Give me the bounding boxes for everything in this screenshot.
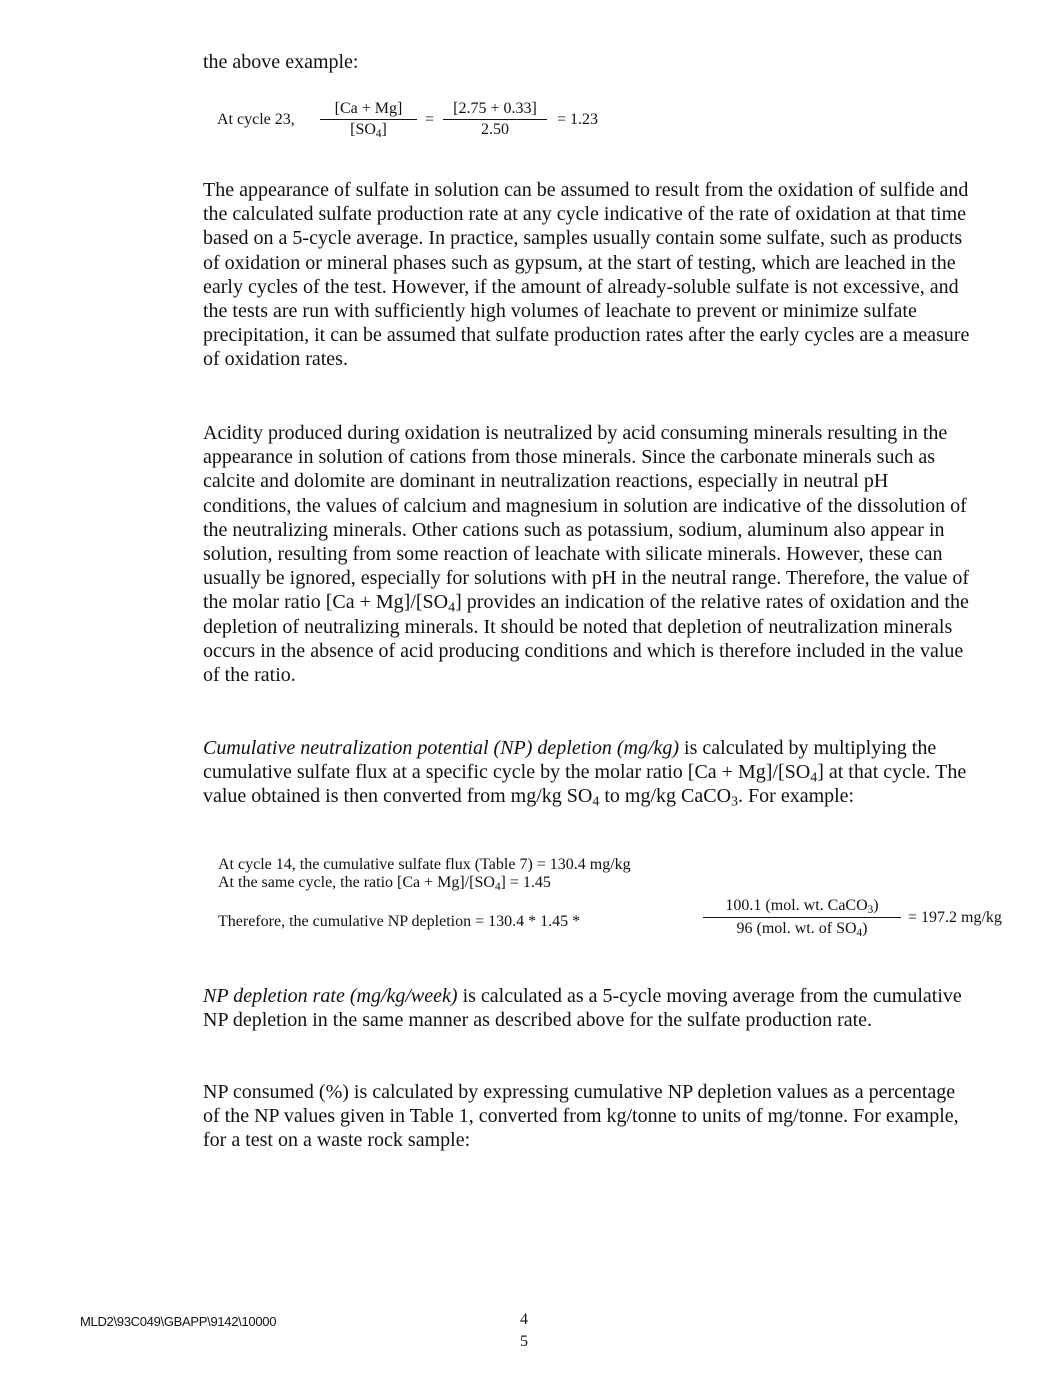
fraction-numerator: [Ca + Mg] <box>320 100 417 120</box>
fraction-denominator: 2.50 <box>481 121 509 138</box>
fraction-molecular-weights <box>703 896 901 939</box>
paragraph-np-depletion-rate: NP depletion rate (mg/kg/week) is calculated as a 5-cycle moving average from the cumulative NP depletion in the same manner as described above for the sulfate production rate. <box>203 985 962 1032</box>
fraction-numerator: 100.1 (mol. wt. CaCO$_3$) <box>703 896 901 918</box>
paragraph-acidity-neutralization: Acidity produced during oxidation is neutralized by acid consuming minerals resulting in the appearance in solution of cations from those minerals. Since the carbonate minerals such as calcite and dolomite are dominant in neutralization reactions, especially in neutral pH conditions, the values of calcium and magnesium in solution are indicative of the dissolution of the neutralizing minerals. Other cations such as potassium, sodium, aluminum also appear in solution, resulting from some reaction of leachate with silicate minerals. However, these can usually be ignored, especially for solutions with pH in the neutral range. Therefore, the value of the molar ratio $[Ca + Mg]/[SO_4]$ provides an indication of the relative rates of oxidation and the depletion of neutralizing minerals. It should be noted that depletion of neutralization minerals occurs in the absence of acid producing conditions and which is therefore included in the value of the ratio. <box>203 422 970 687</box>
example-line-flux: At cycle 14, the cumulative sulfate flux (Table 7) = 130.4 mg/kg <box>218 856 631 873</box>
example-line-ratio: At the same cycle, the ratio $[Ca + Mg]/[SO_4] = 1.45$ <box>218 874 551 893</box>
term-cumulative-np-depletion: Cumulative neutralization potential (NP) depletion (mg/kg) <box>203 737 680 759</box>
paragraph-cumulative-np-depletion: Cumulative neutralization potential (NP) depletion (mg/kg) is calculated by multiplying the cumulative sulfate flux at a specific cycle by the molar ratio $[Ca + Mg]/[SO_4]$ at that cycle. The value obtained is then converted from mg/kg $SO_4$ to mg/kg CaCO$_3$. For example: <box>203 737 967 810</box>
paragraph-sulfate-oxidation: The appearance of sulfate in solution can be assumed to result from the oxidation of sulfide and the calculated sulfate production rate at any cycle indicative of the rate of oxidation at that time based on a 5-cycle average. In practice, samples usually contain some sulfate, such as products of oxidation or mineral phases such as gypsum, at the start of testing, which are leached in the early cycles of the test. However, if the amount of already-soluble sulfate is not excessive, and the tests are run with sufficiently high volumes of leachate to prevent or minimize sulfate precipitation, it can be assumed that sulfate production rates after the early cycles are a measure of oxidation rates. <box>203 179 970 371</box>
page-number-b: 5 <box>520 1333 528 1350</box>
paragraph-np-consumed: NP consumed (%) is calculated by expressing cumulative NP depletion values as a percentage of the NP values given in Table 1, converted from kg/tonne to units of mg/tonne. For example, for a test on a waste rock sample: <box>203 1081 959 1152</box>
term-np-depletion-rate: NP depletion rate (mg/kg/week) <box>203 985 458 1007</box>
fraction-values <box>443 100 547 139</box>
page-number-a: 4 <box>520 1311 528 1328</box>
equation-lead: At cycle 23, <box>217 111 295 128</box>
fraction-denominator: $[SO_4]$ <box>350 121 387 140</box>
equation-result: = 1.23 <box>557 111 599 128</box>
fraction-denominator: 96 (mol. wt. of $SO_4$) <box>736 920 868 939</box>
footer-file-path: MLD2\93C049\GBAPP\9142\10000 <box>80 1314 277 1329</box>
example-result: = 197.2 mg/kg <box>908 909 1002 926</box>
equals-sign: = <box>425 111 435 128</box>
intro-text: the above example: <box>203 51 359 73</box>
fraction-numerator: [2.75 + 0.33] <box>443 100 547 120</box>
example-line-depletion: Therefore, the cumulative NP depletion = 130.4 * 1.45 * <box>218 913 581 930</box>
fraction-ca-mg-over-so4 <box>320 100 417 139</box>
